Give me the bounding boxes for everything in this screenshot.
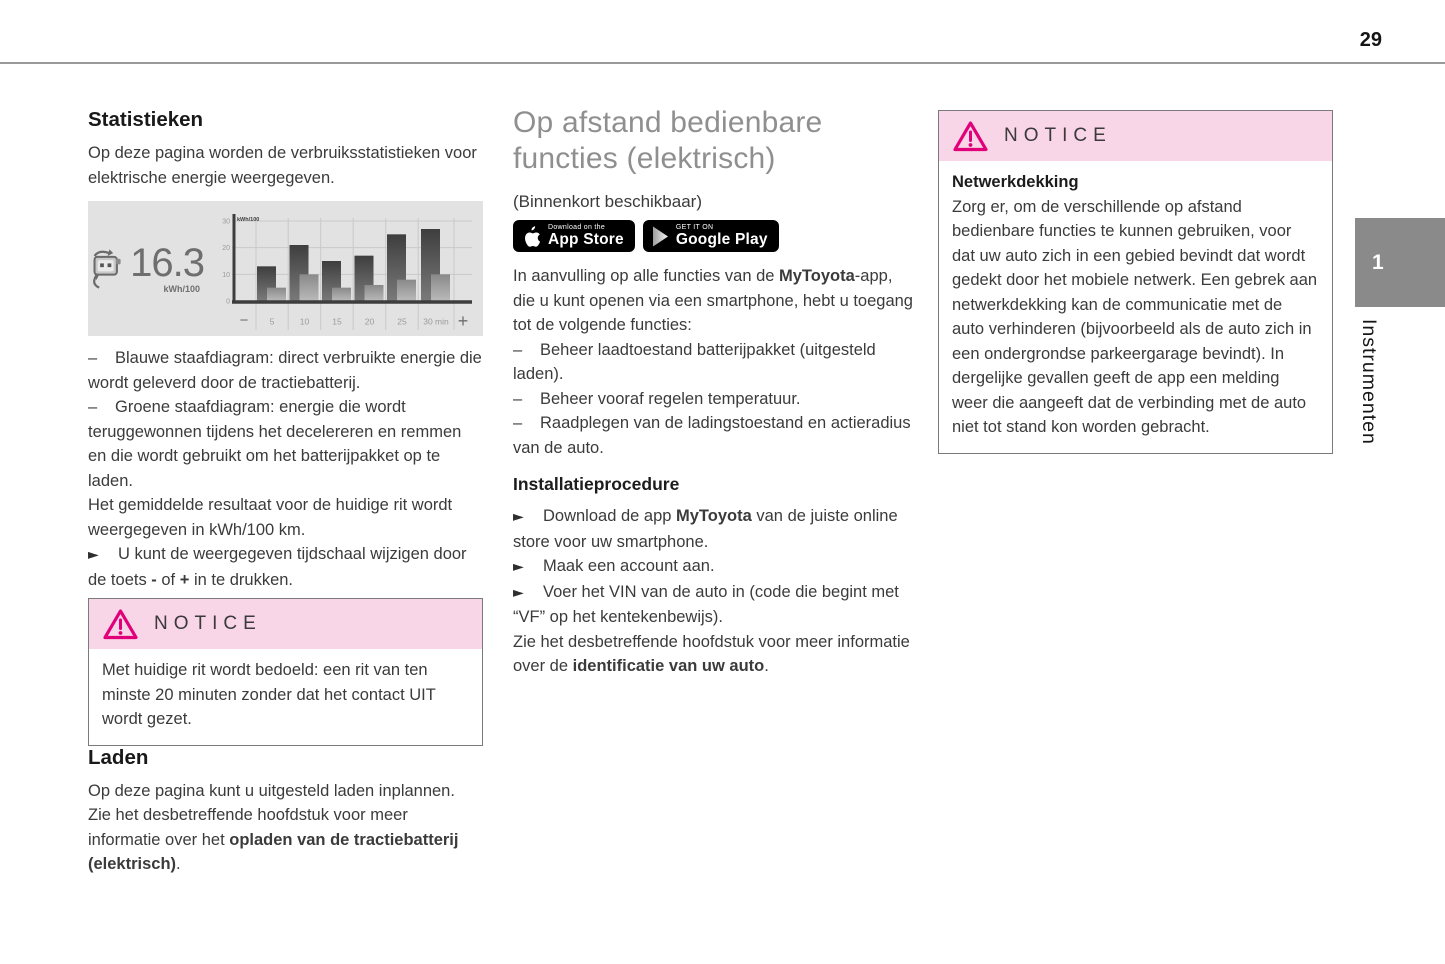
average-note: Het gemiddelde resultaat voor de huidige rit wordt weergegeven in kWh/100 km. [88,496,453,539]
warning-triangle-icon [102,608,139,641]
svg-text:kWh/100: kWh/100 [237,217,260,223]
warning-triangle-icon [952,120,989,153]
install-step-download: ► Download de app MyToyota van de juiste online store voor uw smartphone. [513,507,898,551]
notice-box-network [938,110,1333,454]
dash-bullet-marker: – [88,349,98,367]
svg-text:30: 30 [222,218,230,226]
dash-bullet-marker: – [513,414,523,432]
consumption-chart-figure [88,201,483,336]
consumption-bar-chart [204,201,482,336]
page-title: Op afstand bedienbare functies (elektrisch) [513,106,823,175]
section-heading-statistieken: Statistieken [88,108,204,131]
apple-icon [522,225,541,248]
function-item-range: – Raadplegen van de ladingstoestand en actieradius van de auto. [513,411,913,460]
chapter-number: 1 [1372,250,1384,274]
bullet-blue-bars: – Blauwe staafdiagram: direct verbruikte energie die wordt geleverd door de tractiebatterij. [88,346,483,395]
minus-key-label: - [151,570,157,589]
notice-body: Met huidige rit wordt bedoeld: een rit van ten minste 20 minuten zonder dat het contact UIT wordt gezet. [102,661,436,728]
network-coverage-heading: Netwerkdekking [952,173,1079,191]
arrow-bullet-marker: ► [88,547,99,563]
arrow-bullet-marker: ► [513,584,524,601]
notice-body [939,161,1332,453]
statistics-intro: Op deze pagina worden de verbruiksstatistieken voor elektrische energie weergegeven. [88,144,477,187]
svg-text:0: 0 [226,298,230,306]
function-item-charging: – Beheer laadtoestand batterijpakket (uitgesteld laden). [513,338,913,387]
timescale-instruction: ► U kunt de weergegeven tijdschaal wijzigen door de toets - of + in te drukken. [88,545,467,589]
google-play-badge: GET IT ON Google Play [643,220,779,252]
play-triangle-icon [652,226,669,247]
ev-consumption-icon [88,242,127,296]
availability-note: (Binnenkort beschikbaar) [513,192,702,211]
chapter-title-vertical: Instrumenten [1358,319,1380,445]
svg-text:15: 15 [332,316,342,327]
notice-header [89,599,482,649]
svg-text:25: 25 [397,316,407,327]
average-consumption-display [88,242,204,296]
svg-text:10: 10 [299,316,310,327]
laden-intro: Op deze pagina kunt u uitgesteld laden inplannen. [88,781,455,800]
app-store-badge: Download on the App Store [513,220,635,252]
network-coverage-text: Zorg er, om de verschillende op afstand bedienbare functies te kunnen gebruiken, voor dat uw auto zich in een gebied bevindt dat wordt gedekt door het mobiele netwerk. Een gebrek aan netwerkdekking kan de communicatie met de auto verhinderen (bijvoorbeeld als de auto zich in een ondergrondse parkeergarage bevindt). In dergelijke gevallen geeft de app een melding weer die aangeeft dat de verbinding met de auto niet tot stand kon worden gebracht. [952,197,1318,436]
svg-text:+: + [457,311,469,331]
notice-label: NOTICE [154,613,262,634]
chapter-tab [1355,218,1445,307]
install-closing-reference: Zie het desbetreffende hoofdstuk voor meer informatie over de identificatie van uw auto. [513,632,910,675]
header-rule [0,62,1445,64]
left-column [88,108,483,877]
svg-text:5: 5 [269,316,275,327]
svg-text:10: 10 [222,271,230,279]
arrow-bullet-marker: ► [513,559,524,575]
arrow-bullet-marker: ► [513,509,524,525]
notice-label: NOTICE [1004,125,1112,146]
section-heading-laden: Laden [88,745,149,769]
page-number: 29 [1359,29,1382,51]
notice-header [939,111,1332,161]
svg-text:20: 20 [222,245,230,253]
average-consumption-value: 16.3 [130,241,204,285]
app-functions-intro: In aanvulling op alle functies van de MyToyota-app, die u kunt openen via een smartphone, hebt u toegang tot de volgende functies: [513,267,913,334]
dash-bullet-marker: – [513,389,523,408]
install-step-account: ► Maak een account aan. [513,554,913,580]
plus-key-label: + [179,570,190,589]
svg-text:−: − [239,312,249,329]
laden-reference: Zie het desbetreffende hoofdstuk voor meer informatie over het opladen van de tractiebatterij (elektrisch). [88,806,459,873]
svg-text:30 min: 30 min [423,316,449,327]
average-consumption-unit: kWh/100 [163,284,200,294]
notice-box-current-trip [88,598,483,746]
store-badges [513,220,913,252]
function-item-temperature: – Beheer vooraf regelen temperatuur. [513,387,913,412]
middle-column [513,105,913,679]
svg-text:20: 20 [364,316,375,327]
install-step-vin: ► Voer het VIN van de auto in (code die begint met “VF” op het kentekenbewijs). [513,582,899,626]
bullet-green-bars: – Groene staafdiagram: energie die wordt teruggewonnen tijdens het decelereren en remmen en die wordt gebruikt om het batterijpakket op te laden. [88,395,483,493]
dash-bullet-marker: – [88,398,98,416]
install-procedure-heading: Installatieprocedure [513,474,680,494]
right-column [938,110,1333,454]
dash-bullet-marker: – [513,340,523,359]
